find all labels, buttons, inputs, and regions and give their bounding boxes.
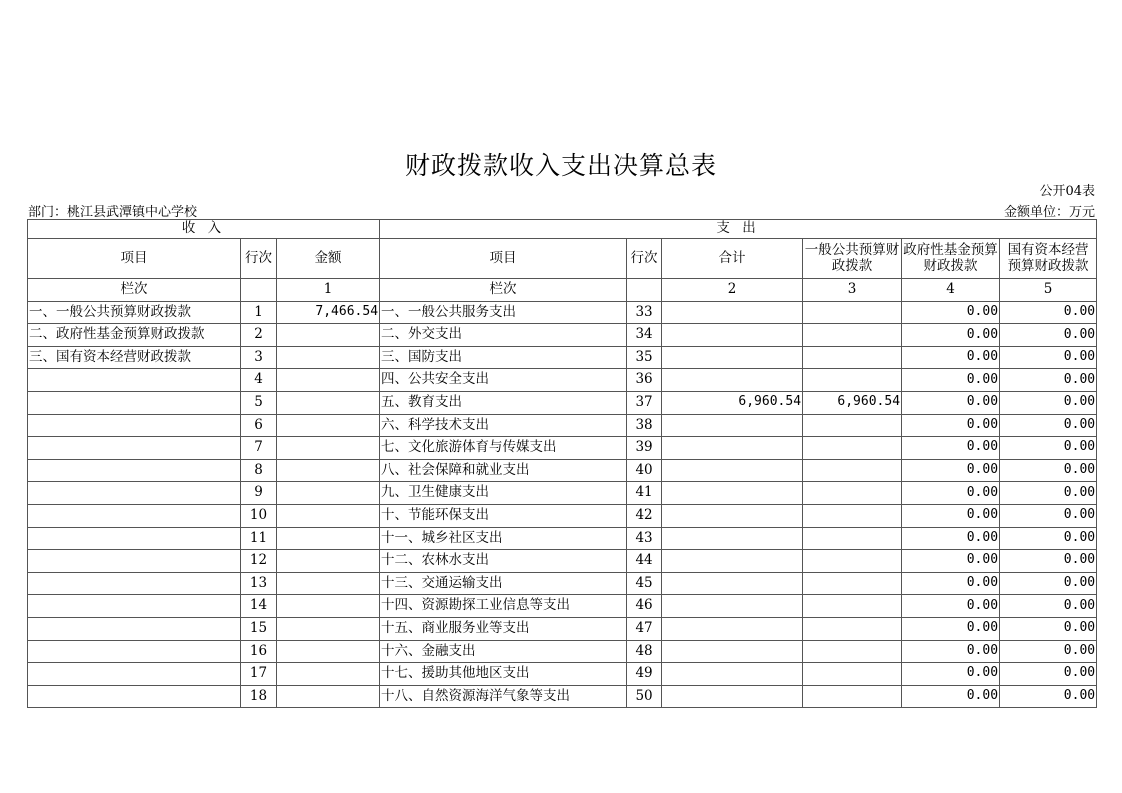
expense-row-no-cell: 41 bbox=[627, 482, 662, 505]
expense-item-cell: 六、科学技术支出 bbox=[380, 414, 627, 437]
table-row bbox=[28, 550, 1097, 573]
total-cell bbox=[662, 572, 803, 595]
total-cell bbox=[662, 301, 803, 324]
total-cell bbox=[662, 550, 803, 573]
income-item-cell bbox=[28, 437, 241, 460]
income-row-no-cell: 7 bbox=[241, 437, 277, 460]
total-cell bbox=[662, 595, 803, 618]
state-capital-cell: 0.00 bbox=[1000, 550, 1097, 573]
fund-budget-cell: 0.00 bbox=[902, 504, 1000, 527]
income-item-cell bbox=[28, 391, 241, 414]
general-budget-cell bbox=[803, 595, 902, 618]
income-item-cell: 二、政府性基金预算财政拨款 bbox=[28, 324, 241, 347]
income-amount-cell bbox=[277, 504, 380, 527]
general-budget-cell bbox=[803, 685, 902, 708]
fund-budget-cell: 0.00 bbox=[902, 663, 1000, 686]
table-row bbox=[28, 617, 1097, 640]
income-row-no-cell: 17 bbox=[241, 663, 277, 686]
total-cell bbox=[662, 482, 803, 505]
income-amount-cell: 7,466.54 bbox=[277, 301, 380, 324]
income-amount-cell bbox=[277, 617, 380, 640]
general-budget-cell bbox=[803, 437, 902, 460]
fund-budget-cell: 0.00 bbox=[902, 346, 1000, 369]
income-amount-cell bbox=[277, 595, 380, 618]
expense-item-cell: 十六、金融支出 bbox=[380, 640, 627, 663]
state-capital-cell: 0.00 bbox=[1000, 572, 1097, 595]
fund-budget-header: 政府性基金预算财政拨款 bbox=[902, 239, 1000, 279]
fund-budget-cell: 0.00 bbox=[902, 437, 1000, 460]
income-item-cell bbox=[28, 663, 241, 686]
income-item-cell bbox=[28, 550, 241, 573]
expense-row-no-cell: 44 bbox=[627, 550, 662, 573]
income-amount-cell bbox=[277, 391, 380, 414]
expense-row-no-header: 行次 bbox=[627, 239, 662, 279]
expense-row-no-cell: 43 bbox=[627, 527, 662, 550]
income-amount-cell bbox=[277, 572, 380, 595]
fund-budget-cell: 0.00 bbox=[902, 301, 1000, 324]
expense-item-cell: 五、教育支出 bbox=[380, 391, 627, 414]
expense-row-no-cell: 48 bbox=[627, 640, 662, 663]
state-capital-cell: 0.00 bbox=[1000, 346, 1097, 369]
expense-item-header: 项目 bbox=[380, 239, 627, 279]
fund-budget-cell: 0.00 bbox=[902, 391, 1000, 414]
expense-row-no-cell: 47 bbox=[627, 617, 662, 640]
expense-row-no-cell: 33 bbox=[627, 301, 662, 324]
state-capital-cell: 0.00 bbox=[1000, 414, 1097, 437]
income-item-cell bbox=[28, 640, 241, 663]
general-budget-cell bbox=[803, 301, 902, 324]
income-amount-cell bbox=[277, 663, 380, 686]
expense-item-cell: 一、一般公共服务支出 bbox=[380, 301, 627, 324]
income-amount-cell bbox=[277, 346, 380, 369]
general-budget-header: 一般公共预算财政拨款 bbox=[803, 239, 902, 279]
expense-item-cell: 十、节能环保支出 bbox=[380, 504, 627, 527]
total-cell bbox=[662, 663, 803, 686]
table-row bbox=[28, 301, 1097, 324]
column-number-5: 5 bbox=[1000, 279, 1097, 302]
table-row bbox=[28, 527, 1097, 550]
fund-budget-cell: 0.00 bbox=[902, 685, 1000, 708]
expense-row-no-cell: 37 bbox=[627, 391, 662, 414]
general-budget-cell bbox=[803, 504, 902, 527]
total-cell bbox=[662, 640, 803, 663]
general-budget-cell bbox=[803, 617, 902, 640]
expense-column-label: 栏次 bbox=[380, 279, 627, 302]
income-amount-cell bbox=[277, 414, 380, 437]
amount-unit-label: 金额单位：万元 bbox=[1003, 205, 1095, 220]
expense-row-no-cell: 50 bbox=[627, 685, 662, 708]
fund-budget-cell: 0.00 bbox=[902, 572, 1000, 595]
income-column-label: 栏次 bbox=[28, 279, 241, 302]
column-number-4: 4 bbox=[902, 279, 1000, 302]
income-row-no-cell: 16 bbox=[241, 640, 277, 663]
fund-budget-cell: 0.00 bbox=[902, 640, 1000, 663]
total-cell bbox=[662, 369, 803, 392]
column-number-3: 3 bbox=[803, 279, 902, 302]
income-row-no-cell: 2 bbox=[241, 324, 277, 347]
income-amount-cell bbox=[277, 527, 380, 550]
total-cell bbox=[662, 324, 803, 347]
expense-row-no-cell: 46 bbox=[627, 595, 662, 618]
income-amount-cell bbox=[277, 459, 380, 482]
income-amount-cell bbox=[277, 550, 380, 573]
table-row bbox=[28, 391, 1097, 414]
expense-item-cell: 十一、城乡社区支出 bbox=[380, 527, 627, 550]
table-row bbox=[28, 437, 1097, 460]
income-row-no-cell: 13 bbox=[241, 572, 277, 595]
expense-item-cell: 四、公共安全支出 bbox=[380, 369, 627, 392]
expense-row-no-cell: 36 bbox=[627, 369, 662, 392]
income-amount-cell bbox=[277, 437, 380, 460]
expense-row-no-cell: 38 bbox=[627, 414, 662, 437]
income-row-no-cell: 6 bbox=[241, 414, 277, 437]
income-item-header: 项目 bbox=[28, 239, 241, 279]
table-row bbox=[28, 572, 1097, 595]
expense-row-no-cell: 42 bbox=[627, 504, 662, 527]
state-capital-cell: 0.00 bbox=[1000, 459, 1097, 482]
income-amount-cell bbox=[277, 640, 380, 663]
state-capital-cell: 0.00 bbox=[1000, 595, 1097, 618]
general-budget-cell bbox=[803, 482, 902, 505]
income-section-header: 收 入 bbox=[28, 220, 380, 239]
general-budget-cell bbox=[803, 414, 902, 437]
expense-item-cell: 十五、商业服务业等支出 bbox=[380, 617, 627, 640]
total-cell bbox=[662, 617, 803, 640]
expense-row-no-cell: 45 bbox=[627, 572, 662, 595]
budget-summary-table bbox=[27, 219, 1097, 708]
table-row bbox=[28, 663, 1097, 686]
income-row-no-cell: 4 bbox=[241, 369, 277, 392]
income-row-no-cell: 12 bbox=[241, 550, 277, 573]
income-row-no-cell: 18 bbox=[241, 685, 277, 708]
expense-item-cell: 十八、自然资源海洋气象等支出 bbox=[380, 685, 627, 708]
income-amount-cell bbox=[277, 324, 380, 347]
general-budget-cell bbox=[803, 640, 902, 663]
expense-item-cell: 十二、农林水支出 bbox=[380, 550, 627, 573]
general-budget-cell bbox=[803, 459, 902, 482]
income-item-cell bbox=[28, 527, 241, 550]
general-budget-cell bbox=[803, 324, 902, 347]
general-budget-cell bbox=[803, 572, 902, 595]
state-capital-cell: 0.00 bbox=[1000, 437, 1097, 460]
expense-row-no-empty bbox=[627, 279, 662, 302]
income-item-cell bbox=[28, 617, 241, 640]
table-row bbox=[28, 324, 1097, 347]
fund-budget-cell: 0.00 bbox=[902, 595, 1000, 618]
income-row-no-cell: 10 bbox=[241, 504, 277, 527]
expense-item-cell: 三、国防支出 bbox=[380, 346, 627, 369]
column-number-2: 2 bbox=[662, 279, 803, 302]
table-row bbox=[28, 346, 1097, 369]
income-row-no-cell: 11 bbox=[241, 527, 277, 550]
expense-item-cell: 十三、交通运输支出 bbox=[380, 572, 627, 595]
income-row-no-cell: 3 bbox=[241, 346, 277, 369]
income-item-cell bbox=[28, 595, 241, 618]
expense-row-no-cell: 39 bbox=[627, 437, 662, 460]
general-budget-cell bbox=[803, 527, 902, 550]
total-cell bbox=[662, 504, 803, 527]
table-row bbox=[28, 459, 1097, 482]
general-budget-cell: 6,960.54 bbox=[803, 391, 902, 414]
income-amount-cell bbox=[277, 482, 380, 505]
income-row-no-cell: 15 bbox=[241, 617, 277, 640]
income-item-cell bbox=[28, 414, 241, 437]
expense-item-cell: 七、文化旅游体育与传媒支出 bbox=[380, 437, 627, 460]
table-row bbox=[28, 504, 1097, 527]
expense-item-cell: 二、外交支出 bbox=[380, 324, 627, 347]
total-cell bbox=[662, 527, 803, 550]
expense-item-cell: 八、社会保障和就业支出 bbox=[380, 459, 627, 482]
table-row bbox=[28, 482, 1097, 505]
total-cell bbox=[662, 414, 803, 437]
total-header: 合计 bbox=[662, 239, 803, 279]
fund-budget-cell: 0.00 bbox=[902, 324, 1000, 347]
form-number: 公开04表 bbox=[1039, 184, 1095, 199]
income-item-cell bbox=[28, 369, 241, 392]
fund-budget-cell: 0.00 bbox=[902, 617, 1000, 640]
table-row bbox=[28, 414, 1097, 437]
state-capital-cell: 0.00 bbox=[1000, 301, 1097, 324]
income-row-no-header: 行次 bbox=[241, 239, 277, 279]
income-item-cell bbox=[28, 685, 241, 708]
column-number-1: 1 bbox=[277, 279, 380, 302]
fund-budget-cell: 0.00 bbox=[902, 459, 1000, 482]
income-row-no-cell: 14 bbox=[241, 595, 277, 618]
fund-budget-cell: 0.00 bbox=[902, 369, 1000, 392]
state-capital-cell: 0.00 bbox=[1000, 391, 1097, 414]
state-capital-cell: 0.00 bbox=[1000, 685, 1097, 708]
table-row bbox=[28, 685, 1097, 708]
total-cell bbox=[662, 437, 803, 460]
total-cell bbox=[662, 346, 803, 369]
state-capital-cell: 0.00 bbox=[1000, 527, 1097, 550]
expense-row-no-cell: 34 bbox=[627, 324, 662, 347]
expense-row-no-cell: 49 bbox=[627, 663, 662, 686]
table-row bbox=[28, 369, 1097, 392]
general-budget-cell bbox=[803, 550, 902, 573]
expense-row-no-cell: 40 bbox=[627, 459, 662, 482]
fund-budget-cell: 0.00 bbox=[902, 550, 1000, 573]
state-capital-cell: 0.00 bbox=[1000, 324, 1097, 347]
general-budget-cell bbox=[803, 663, 902, 686]
income-item-cell bbox=[28, 459, 241, 482]
expense-item-cell: 九、卫生健康支出 bbox=[380, 482, 627, 505]
fund-budget-cell: 0.00 bbox=[902, 482, 1000, 505]
expense-item-cell: 十七、援助其他地区支出 bbox=[380, 663, 627, 686]
table-row bbox=[28, 595, 1097, 618]
state-capital-header: 国有资本经营预算财政拨款 bbox=[1000, 239, 1097, 279]
fund-budget-cell: 0.00 bbox=[902, 414, 1000, 437]
income-row-no-cell: 1 bbox=[241, 301, 277, 324]
expense-row-no-cell: 35 bbox=[627, 346, 662, 369]
income-amount-cell bbox=[277, 369, 380, 392]
total-cell: 6,960.54 bbox=[662, 391, 803, 414]
income-amount-cell bbox=[277, 685, 380, 708]
page-title: 财政拨款收入支出决算总表 bbox=[404, 151, 717, 180]
state-capital-cell: 0.00 bbox=[1000, 640, 1097, 663]
table-row bbox=[28, 640, 1097, 663]
total-cell bbox=[662, 459, 803, 482]
general-budget-cell bbox=[803, 346, 902, 369]
total-cell bbox=[662, 685, 803, 708]
income-item-cell: 三、国有资本经营财政拨款 bbox=[28, 346, 241, 369]
income-item-cell: 一、一般公共预算财政拨款 bbox=[28, 301, 241, 324]
income-amount-header: 金额 bbox=[277, 239, 380, 279]
state-capital-cell: 0.00 bbox=[1000, 663, 1097, 686]
fund-budget-cell: 0.00 bbox=[902, 527, 1000, 550]
income-row-no-cell: 9 bbox=[241, 482, 277, 505]
department-label: 部门：桃江县武潭镇中心学校 bbox=[28, 205, 198, 220]
income-item-cell bbox=[28, 482, 241, 505]
expense-item-cell: 十四、资源勘探工业信息等支出 bbox=[380, 595, 627, 618]
state-capital-cell: 0.00 bbox=[1000, 482, 1097, 505]
general-budget-cell bbox=[803, 369, 902, 392]
state-capital-cell: 0.00 bbox=[1000, 369, 1097, 392]
income-item-cell bbox=[28, 504, 241, 527]
income-item-cell bbox=[28, 572, 241, 595]
income-row-no-cell: 5 bbox=[241, 391, 277, 414]
income-row-no-empty bbox=[241, 279, 277, 302]
state-capital-cell: 0.00 bbox=[1000, 617, 1097, 640]
income-row-no-cell: 8 bbox=[241, 459, 277, 482]
state-capital-cell: 0.00 bbox=[1000, 504, 1097, 527]
expense-section-header: 支 出 bbox=[380, 220, 1097, 239]
